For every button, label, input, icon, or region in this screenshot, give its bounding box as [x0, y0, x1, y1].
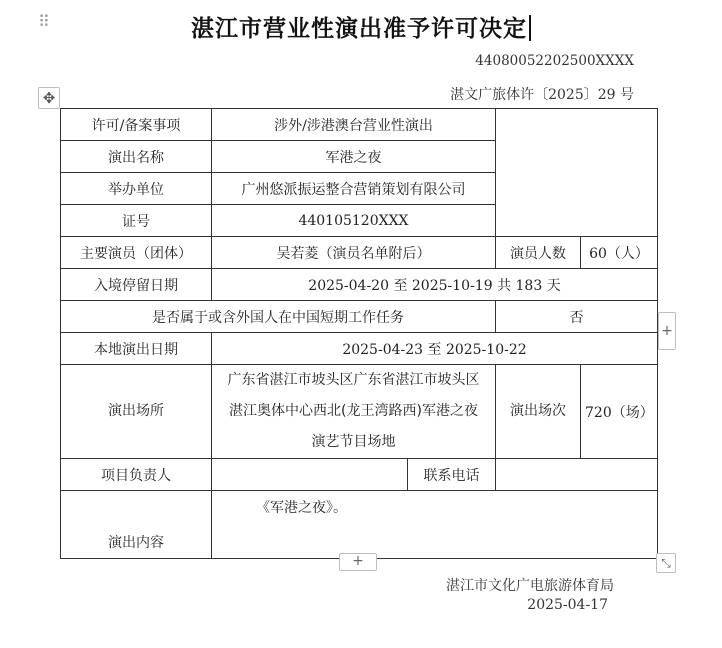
venue-line: 演艺节目场地	[311, 434, 396, 450]
table-row	[61, 237, 658, 269]
block-drag-handle-icon[interactable]: ⠿	[38, 12, 48, 31]
local-dates-label: 本地演出日期	[61, 333, 212, 365]
venue-value[interactable]	[212, 365, 496, 459]
document-title[interactable]	[0, 10, 722, 43]
license-no-value[interactable]: 440105120XXX	[212, 205, 496, 237]
show-name-label: 演出名称	[61, 141, 212, 173]
performer-count-label: 演员人数	[496, 237, 581, 269]
table-row	[61, 365, 658, 459]
table-resize-icon[interactable]: ⤡	[656, 553, 676, 573]
local-dates-value[interactable]: 2025-04-23 至 2025-10-22	[212, 333, 658, 365]
responsible-value[interactable]	[212, 459, 408, 491]
add-column-button[interactable]: +	[658, 312, 676, 350]
show-name-value[interactable]: 军港之夜	[212, 141, 496, 173]
license-no-label: 证号	[61, 205, 212, 237]
phone-value[interactable]	[496, 459, 658, 491]
table-row	[61, 459, 658, 491]
document-number: 44080052202500XXXX	[475, 53, 634, 69]
short-term-work-value[interactable]: 否	[496, 301, 658, 333]
short-term-work-label: 是否属于或含外国人在中国短期工作任务	[61, 301, 496, 333]
table-row	[61, 301, 658, 333]
content-label: 演出内容	[61, 491, 212, 559]
phone-label: 联系电话	[408, 459, 496, 491]
organizer-label: 举办单位	[61, 173, 212, 205]
text-cursor	[529, 15, 531, 41]
add-row-button[interactable]: +	[339, 553, 377, 571]
venue-line: 湛江奥体中心西北(龙王湾路西)军港之夜	[229, 403, 478, 419]
entry-stay-value[interactable]: 2025-04-20 至 2025-10-19 共 183 天	[212, 269, 658, 301]
table-row	[61, 109, 658, 141]
entry-stay-label: 入境停留日期	[61, 269, 212, 301]
document-title-text: 湛江市营业性演出准予许可决定	[191, 15, 527, 42]
main-performers-label: 主要演员（团体）	[61, 237, 212, 269]
permit-table	[60, 108, 658, 559]
table-row	[61, 269, 658, 301]
sessions-value[interactable]: 720（场）	[581, 365, 658, 459]
table-move-handle-icon[interactable]: ✥	[38, 87, 60, 109]
content-value[interactable]: 《军港之夜》。	[212, 491, 658, 559]
performer-count-value[interactable]: 60（人）	[581, 237, 658, 269]
issue-date: 2025-04-17	[527, 597, 608, 613]
issuer-name: 湛江市文化广电旅游体育局	[446, 578, 614, 594]
main-performers-value[interactable]: 吴若菱（演员名单附后）	[212, 237, 496, 269]
venue-label: 演出场所	[61, 365, 212, 459]
permit-item-value[interactable]: 涉外/涉港澳台营业性演出	[212, 109, 496, 141]
permit-item-label: 许可/备案事项	[61, 109, 212, 141]
responsible-label: 项目负责人	[61, 459, 212, 491]
venue-line: 广东省湛江市坡头区广东省湛江市坡头区	[227, 372, 480, 388]
organizer-value[interactable]: 广州悠派振运整合营销策划有限公司	[212, 173, 496, 205]
table-row	[61, 333, 658, 365]
document-reference: 湛文广旅体许〔2025〕29 号	[450, 87, 634, 103]
table-row	[61, 491, 658, 559]
sessions-label: 演出场次	[496, 365, 581, 459]
blank-cell[interactable]	[496, 109, 658, 237]
